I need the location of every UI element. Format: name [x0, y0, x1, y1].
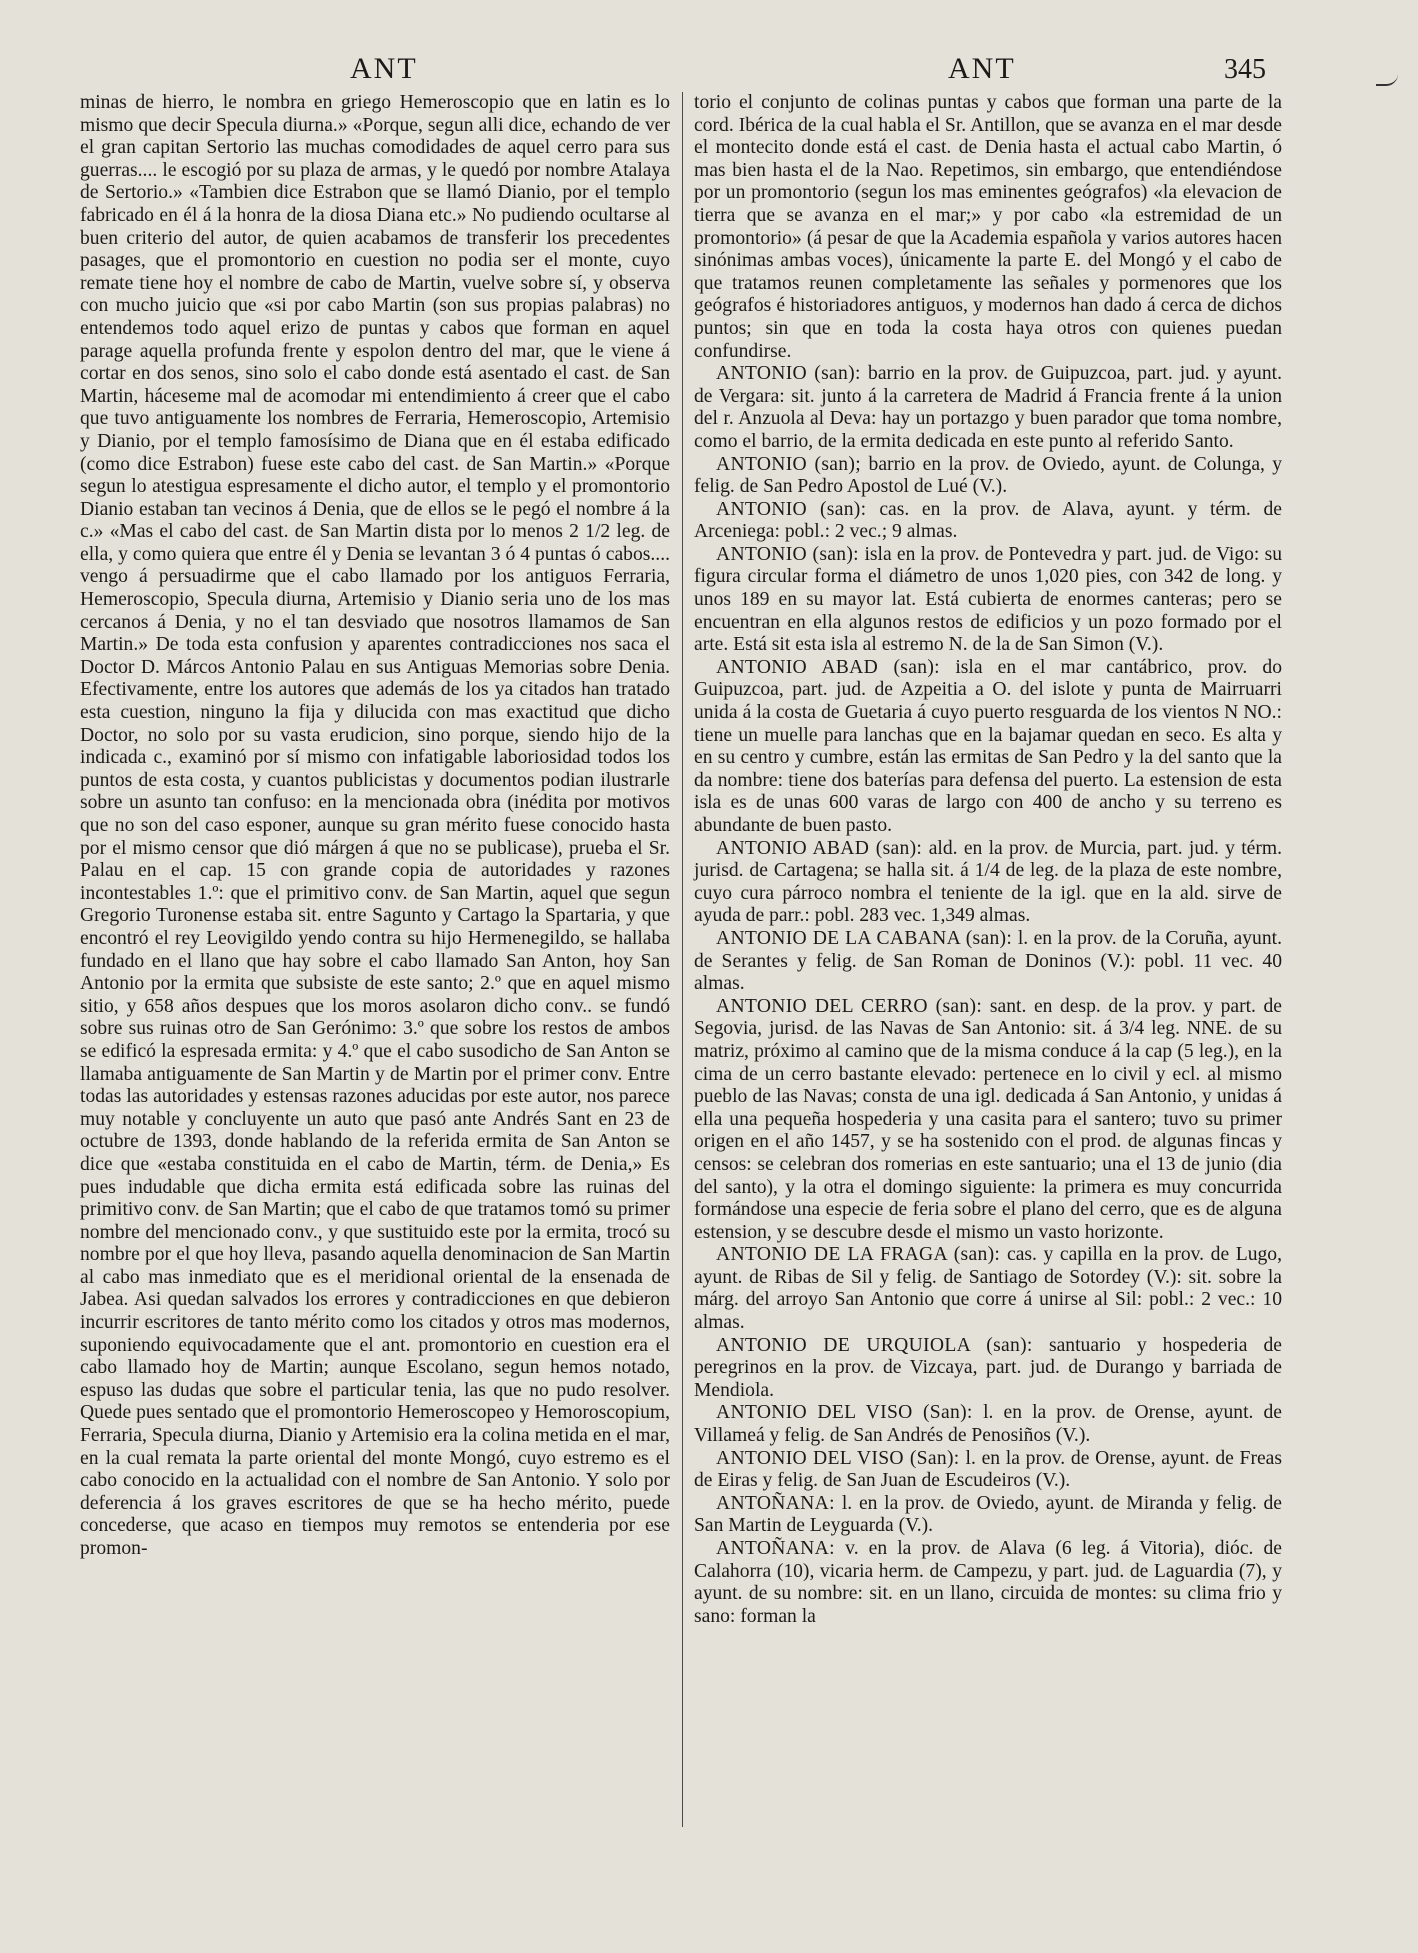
running-head-right: ANT	[948, 52, 1016, 85]
entry-text: cas. en la prov. de Alava, ayunt. y térm. de Arceniega: pobl.: 2 vec.; 9 almas.	[694, 498, 1282, 543]
entry-headword: ANTONIO DE URQUIOLA (san):	[716, 1334, 1049, 1356]
page-number: 345	[1224, 54, 1266, 85]
dictionary-entry	[694, 1538, 1282, 1628]
entry-text: barrio en la prov. de Guipuzcoa, part. jud. y ayunt. de Vergara: sit. junto á la carretera de Madrid á Francia frente á la union del r. Anzuola al Deva: hay un portazgo y buen parador que toma nombre, como el barrio, de la ermita dedicada en este punto al referido Santo.	[694, 363, 1282, 452]
entry-headword: ANTONIO DEL VISO (San):	[716, 1447, 966, 1469]
entry-headword: ANTONIO DEL VISO (San):	[716, 1402, 984, 1424]
entry-headword: ANTONIO ABAD (san):	[716, 656, 956, 678]
dictionary-entry	[694, 838, 1282, 928]
entry-headword: ANTONIO (san):	[716, 543, 865, 565]
entry-text: l. en la prov. de Oviedo, ayunt. de Miranda y felig. de San Martin de Leyguarda (V.).	[694, 1492, 1282, 1537]
dictionary-entry	[694, 657, 1282, 838]
entry-text: l. en la prov. de la Coruña, ayunt. de Serantes y felig. de San Roman de Doninos (V.): pobl. 11 vec. 40 almas.	[694, 927, 1282, 995]
entry-text: santuario y hospederia de peregrinos en la prov. de Vizcaya, part. jud. de Durango y barriada de Mendiola.	[694, 1334, 1282, 1401]
dictionary-entry	[694, 928, 1282, 996]
left-column	[80, 92, 670, 1561]
entry-headword: ANTONIO DEL CERRO (san):	[716, 995, 990, 1017]
entry-headword: ANTONIO (san):	[716, 498, 880, 520]
dictionary-entry	[694, 1244, 1282, 1334]
dictionary-entry	[694, 1448, 1282, 1493]
dictionary-entry	[694, 499, 1282, 544]
dictionary-entry	[694, 544, 1282, 657]
entry-text: v. en la prov. de Alava (6 leg. á Vitoria), dióc. de Calahorra (10), vicaria herm. de Campezu, y part. jud. de Laguardia (7), y ayunt. de su nombre: sit. en un llano, circuida de montes: su clima frio y sano: forman la	[694, 1538, 1282, 1627]
entry-headword: ANTONIO DE LA FRAGA (san):	[716, 1244, 1008, 1266]
entry-headword: ANTONIO ABAD (san):	[716, 837, 929, 859]
right-column	[694, 92, 1282, 1628]
entry-text: isla en la prov. de Pontevedra y part. jud. de Vigo: su figura circular forma el diámetro de unos 1,020 pies, con 342 de long. y unos 189 en su mayor lat. Está cubierta de enormes canteras; pero se encuentran en ella algunos restos de edificios y un pozo formado por el arte. Está sit esta isla al estremo N. de la de San Simon (V.).	[694, 543, 1282, 656]
entry-text: l. en la prov. de Orense, ayunt. de Villameá y felig. de San Andrés de Penosiños (V.).	[694, 1402, 1282, 1447]
dictionary-entry	[694, 1335, 1282, 1403]
entry-headword: ANTONIO DE LA CABANA (san):	[716, 927, 1018, 949]
entry-headword: ANTOÑANA:	[716, 1492, 842, 1514]
entry-headword: ANTOÑANA:	[716, 1538, 846, 1559]
entry-text: torio el conjunto de colinas puntas y cabos que forman una parte de la cord. Ibérica de la cual habla el Sr. Antillon, que se avanza en el mar desde el montecito donde está el cast. de Denia hasta el actual cabo Martin, ó mas bien hasta el de la Nao. Repetimos, sin embargo, que entendiéndose por un promontorio (segun los mas eminentes geógrafos) «la elevacion de tierra que se avanza en el mar;» y por cabo «la estremidad de un promontorio» (á pesar de que la Academia española y varios autores hacen sinónimas ambas voces), únicamente la parte E. del Mongó y el cabo de que tratamos reunen completamente las señales y pormenores que los geógrafos é historiadores antiguos, y modernos han dado á cerca de dichos puntos; sin que en toda la costa haya otros con quienes puedan confundirse.	[694, 92, 1282, 362]
dictionary-entry	[694, 454, 1282, 499]
continued-paragraph: minas de hierro, le nombra en griego Hemeroscopio que en latin es lo mismo que decir Specula diurna.» «Porque, segun alli dice, echando de ver el gran capitan Sertorio las muchas comodidades de aquel cerro para sus guerras.... le escogió por su plaza de armas, y le quedó por nombre Atalaya de Sertorio.» «Tambien dice Estrabon que se llamó Dianio, por el templo fabricado en él á la honra de la diosa Diana etc.» No pudiendo ocultarse al buen criterio del autor, de quien acabamos de transferir los precedentes pasages, que el promontorio en cuestion no podia ser el monte, cuyo remate tiene hoy el nombre de cabo de Martin, vuelve sobre sí, y observa con mucho juicio que «si por cabo Martin (son sus propias palabras) no entendemos todo aquel erizo de puntas y cabos que forman en aquel parage aquella profunda frente y espolon dentro del mar, que le viene á cortar en dos senos, sino solo el cabo donde está asentado el cast. de San Martin, háceseme mal de acomodar mi entendimiento á creer que el cabo que tuvo antiguamente los nombres de Ferraria, Hemeroscopio, Artemisio y Dianio, por el templo famosísimo de Diana que en él estaba edificado (como dice Estrabon) fuese este cabo del cast. de San Martin.» «Porque segun lo atestigua espresamente el dicho autor, el templo y el promontorio Dianio estaban tan vecinos á Denia, que de ellos se le pegó el nombre á la c.» «Mas el cabo del cast. de San Martin dista por lo menos 2 1/2 leg. de ella, y como quiera que entre él y Denia se levantan 3 ó 4 puntas ó cabos.... vengo á persuadirme que el cabo llamado por los antiguos Ferraria, Hemeroscopio, Specula diurna, Artemisio y Dianio seria uno de los mas cercanos á Denia, y no el tan desviado que nosotros llamamos de San Martin.» De toda esta confusion y aparentes contradicciones nos saca el Doctor D. Márcos Antonio Palau en sus Antiguas Memorias sobre Denia. Efectivamente, entre los autores que además de los ya citados han tratado esta cuestion, ninguno la fija y dilucida con mas exactitud que dicho Doctor, no solo por su vasta erudicion, sino porque, siendo hijo de la indicada c., examinó por sí mismo con infatigable laboriosidad todos los puntos de esta costa, y cuantos publicistas y documentos podian ilustrarle sobre un asunto tan confuso: en la mencionada obra (inédita por motivos que no son del caso esponer, aunque su gran mérito fuese conocido hasta por el mismo censor que dió márgen á que no se publicase), prueba el Sr. Palau en el cap. 15 con grande copia de autoridades y razones incontestables 1.º: que el primitivo conv. de San Martin, aquel que segun Gregorio Turonense estaba sit. entre Sagunto y Cartago la Spartaria, y que encontró el rey Leovigildo yendo contra su hijo Hermenegildo, se hallaba fundado en el llano que hay sobre el cabo llamado San Anton, hoy San Antonio por la ermita que subsiste de este santo; 2.º que en aquel mismo sitio, y 658 años despues que los moros asolaron dicho conv.. se fundó sobre sus ruinas otro de San Gerónimo: 3.º que sobre los restos de ambos se edificó la espresada ermita: y 4.º que el cabo susodicho de San Anton se llamaba antiguamente de San Martin y de Martin por el primer conv. Entre todas las autoridades y estensas razones aducidas por este autor, nos parece muy notable y concluyente un auto que pasó ante Andrés Sant en 23 de octubre de 1393, donde hablando de la referida ermita de San Anton se dice que «estaba constituida en el cabo de Martin, térm. de Denia,» Es pues indudable que dicha ermita está edificada sobre las ruinas del primitivo conv. de San Martin; que el cabo de que tratamos tomó su primer nombre del mencionado conv., y que sustituido este por la ermita, trocó su nombre por el que hoy lleva, pasando aquella denominacion de San Martin al cabo mas inmediato que es el meridional oriental de la ensenada de Jabea. Asi quedan salvados los errores y contradicciones en que debieron incurrir escritores de tanto mérito como los citados y otros mas modernos, suponiendo equivocadamente que el ant. promontorio en cuestion era el cabo llamado hoy de Martin; aunque Escolano, segun hemos notado, espuso las dudas que sobre el particular tenia, las que no pudo resolver. Quede pues sentado que el promontorio Hemeroscopeo y Hemoroscopium, Ferraria, Specula diurna, Dianio y Artemisio era la colina metida en el mar, en la cual remata la parte oriental del monte Mongó, cuyo estremo es el cabo conocido en la actualidad con el nombre de San Antonio. Y solo por deferencia á los graves escritores de que se ha hecho mérito, puede concederse, que acaso en tiempos muy remotos se entenderia por ese promon-	[80, 92, 670, 1559]
entry-text: l. en la prov. de Orense, ayunt. de Freas de Eiras y felig. de San Juan de Escudeiros (V.).	[694, 1447, 1282, 1492]
entry-text: sant. en desp. de la prov. y part. de Segovia, jurisd. de las Navas de San Antonio: sit. á 3/4 leg. NNE. de su matriz, próximo al camino que de la misma conduce á la cap (5 leg.), en la cima de un cerro bastante elevado: pertenece en lo civil y ecl. al mismo pueblo de las Navas; consta de una igl. dedicada á San Antonio, y unidas á ella una pequeña hospederia y una casita para el santero; tuvo su primer origen en el año 1457, y se ha sostenido con el prod. de algunas fincas y censos: se celebran dos romerias en este santuario; una el 13 de junio (dia del santo), y la otra el domingo siguiente: la primera es muy concurrida formándose una especie de feria sobre el plano del cerro, que es de alguna estension, y se descubre desde el mismo un vasto horizonte.	[694, 995, 1282, 1243]
entry-headword: ANTONIO (san);	[716, 453, 869, 475]
dictionary-entry	[694, 1402, 1282, 1447]
dictionary-entry	[694, 996, 1282, 1245]
entry-text: ald. en la prov. de Murcia, part. jud. y térm. jurisd. de Cartagena; se halla sit. á 1/4 de leg. de la plaza de este nombre, cuyo cura párroco nombra el teniente de la igl. que en la ald. sirve de ayuda de parr.: pobl. 283 vec. 1,349 almas.	[694, 837, 1282, 927]
dictionary-entry	[694, 1493, 1282, 1538]
entry-headword: ANTONIO (san):	[716, 363, 869, 385]
running-head-left: ANT	[350, 52, 418, 85]
continued-entry	[694, 92, 1282, 363]
dictionary-entry	[694, 363, 1282, 453]
entry-text: barrio en la prov. de Oviedo, ayunt. de Colunga, y felig. de San Pedro Apostol de Lué (V.).	[694, 453, 1282, 498]
entry-text: cas. y capilla en la prov. de Lugo, ayunt. de Ribas de Sil y felig. de Santiago de Sotordey (V.): sit. sobre la márg. del arroyo San Antonio que corre á unirse al Sil: pobl.: 2 vec.: 10 almas.	[694, 1244, 1282, 1334]
entry-text: isla en el mar cantábrico, prov. do Guipuzcoa, part. jud. de Azpeitia a O. del islote y punta de Mairruarri unida á la costa de Guetaria á cuyo puerto resguarda de los vientos N NO.: tiene un muelle para lanchas que en la bajamar quedan en seco. Es alta y en su centro y cumbre, están las ermitas de San Pedro y la del santo que la da nombre: tiene dos baterías para defensa del puerto. La estension de esta isla es de unas 600 varas de largo con 400 de ancho y su terreno es abundante de buen pasto.	[694, 656, 1282, 836]
margin-mark	[1376, 72, 1398, 86]
column-divider	[682, 92, 683, 1827]
